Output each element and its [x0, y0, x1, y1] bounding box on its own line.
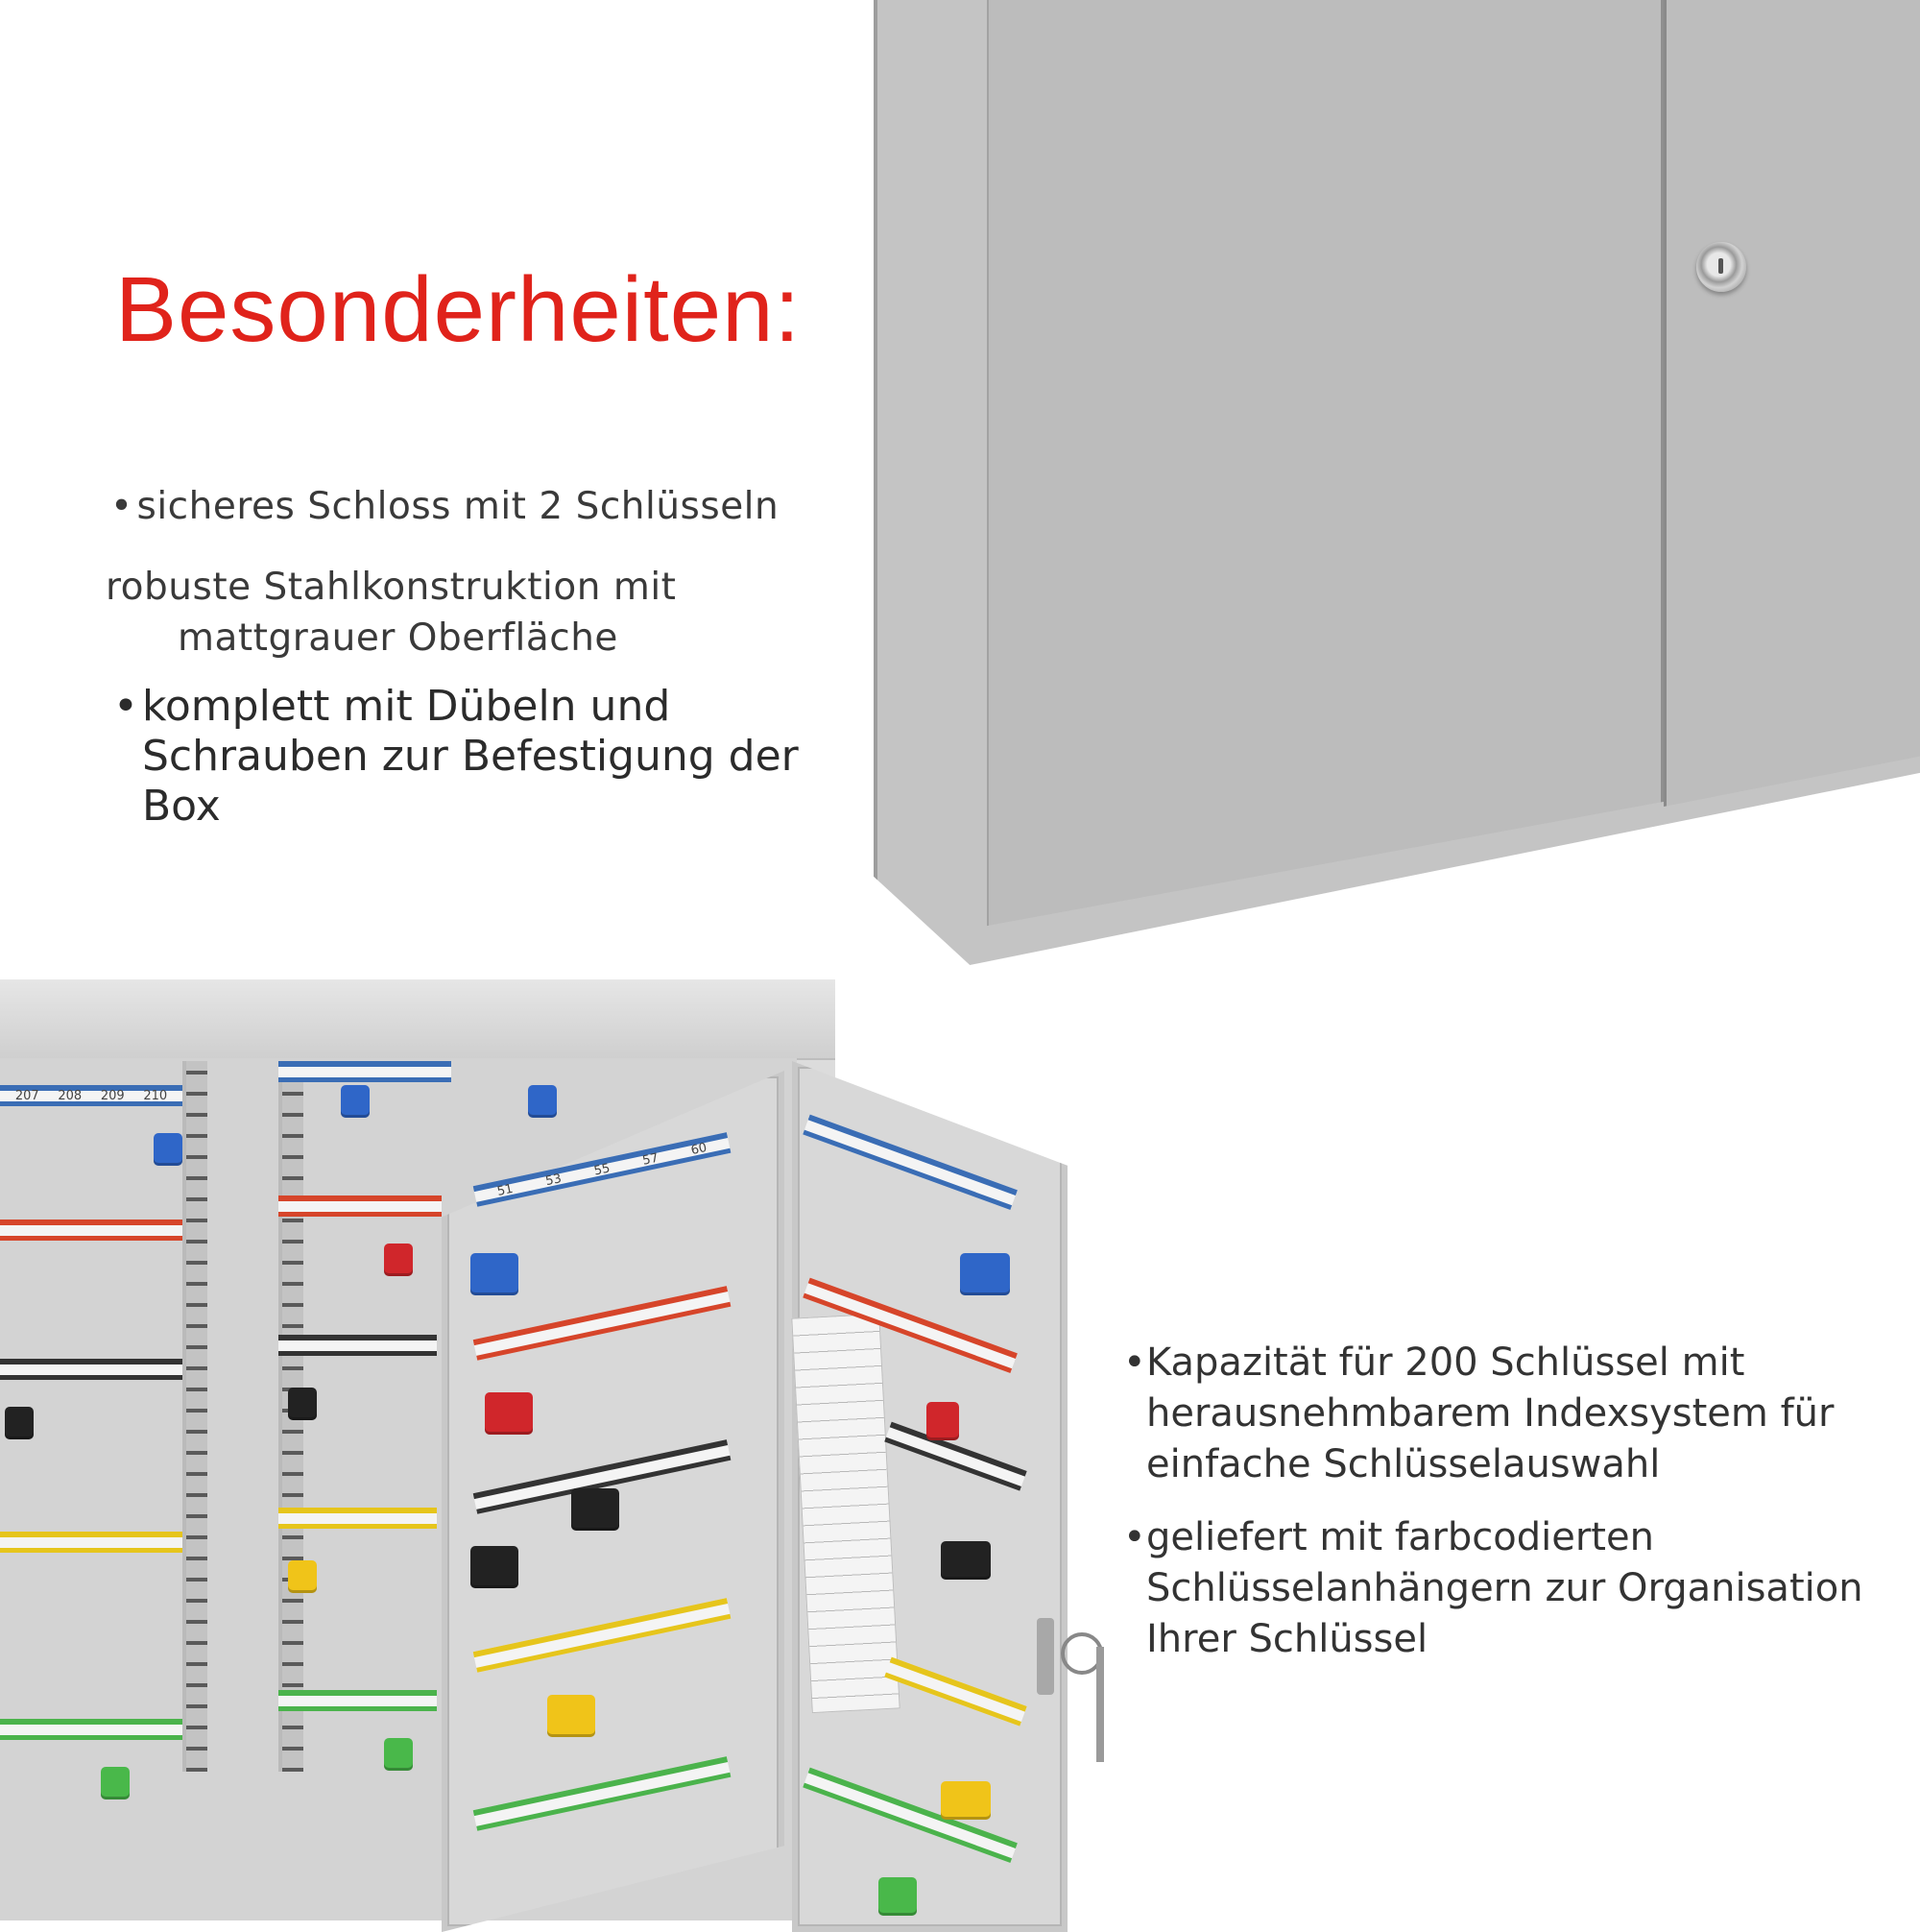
hook-strip-yellow: [0, 1532, 182, 1553]
feature-text-line1: robuste Stahlkonstruktion mit: [106, 566, 677, 609]
strip-label: 207: [14, 1089, 39, 1103]
key-tag-red: [485, 1392, 533, 1435]
key-tag-blue: [470, 1253, 518, 1295]
cabinet-door-right: [1664, 0, 1920, 807]
feature-item-steel: [106, 562, 701, 664]
hook-strip-green: [0, 1719, 182, 1740]
strip-label: 53: [544, 1171, 564, 1190]
bullet-icon: •: [1123, 1340, 1146, 1385]
key-tag-green: [101, 1767, 130, 1799]
feature-text: sicheres Schloss mit 2 Schlüsseln: [136, 485, 780, 528]
cabinet-door-left: [987, 0, 1664, 945]
strip-label: 55: [592, 1161, 612, 1179]
key-tag-green: [384, 1738, 413, 1771]
key-tag-black: [941, 1541, 991, 1580]
feature-item-capacity: [1123, 1338, 1891, 1490]
feature-text: komplett mit Dübeln und Schrauben zur Befestigung der Box: [141, 682, 799, 831]
key-tag-green: [878, 1877, 917, 1916]
hook-strip-black: [278, 1335, 437, 1356]
strip-label: 51: [495, 1181, 515, 1199]
feature-item-tags: [1123, 1512, 1891, 1665]
strip-label: 57: [640, 1150, 660, 1169]
hook-strip-blue: [0, 1085, 182, 1106]
key-tag-yellow: [941, 1781, 991, 1820]
strip-label: 208: [58, 1089, 83, 1103]
feature-item-lock: [110, 485, 779, 528]
key-tag-red: [384, 1244, 413, 1276]
key-tag-blue: [960, 1253, 1010, 1295]
key-tag-blue: [528, 1085, 557, 1118]
feature-text: Kapazität für 200 Schlüssel mit herausnehmbarem Indexsystem für einfache Schlüsselauswahl: [1146, 1340, 1835, 1486]
cabinet-top-frame: [0, 979, 835, 1060]
key-icon: [1096, 1647, 1104, 1762]
lock-icon: [1696, 242, 1746, 292]
feature-item-mounting: [113, 682, 852, 832]
key-tag-blue: [341, 1085, 370, 1118]
key-tag-red: [926, 1402, 959, 1440]
bullet-icon: •: [113, 682, 138, 731]
headline: Besonderheiten:: [115, 258, 802, 361]
key-tag-yellow: [288, 1560, 317, 1593]
feature-text-line2: mattgrauer Oberfläche: [178, 616, 618, 660]
strip-label: 60: [689, 1140, 708, 1159]
key-tag-black: [571, 1488, 619, 1531]
key-tag-black: [470, 1546, 518, 1588]
bullet-icon: •: [110, 485, 133, 528]
key-tag-yellow: [547, 1695, 595, 1737]
key-tag-black: [288, 1388, 317, 1420]
strip-label: 209: [100, 1089, 125, 1103]
hook-strip-yellow: [278, 1508, 437, 1529]
hook-strip-black: [0, 1359, 182, 1380]
hook-strip-green: [278, 1690, 437, 1711]
door-lock-bar: [1037, 1618, 1054, 1695]
hook-rail-post: [182, 1061, 207, 1772]
hook-strip-blue: [278, 1061, 451, 1082]
feature-text: geliefert mit farbcodierten Schlüsselanhängern zur Organisation Ihrer Schlüssel: [1146, 1515, 1863, 1661]
strip-label: 210: [143, 1089, 168, 1103]
key-tag-black: [5, 1407, 34, 1439]
hook-strip-red: [0, 1220, 182, 1241]
bullet-icon: •: [1123, 1515, 1146, 1559]
key-tag-blue: [154, 1133, 182, 1166]
hook-strip-red: [278, 1195, 442, 1217]
